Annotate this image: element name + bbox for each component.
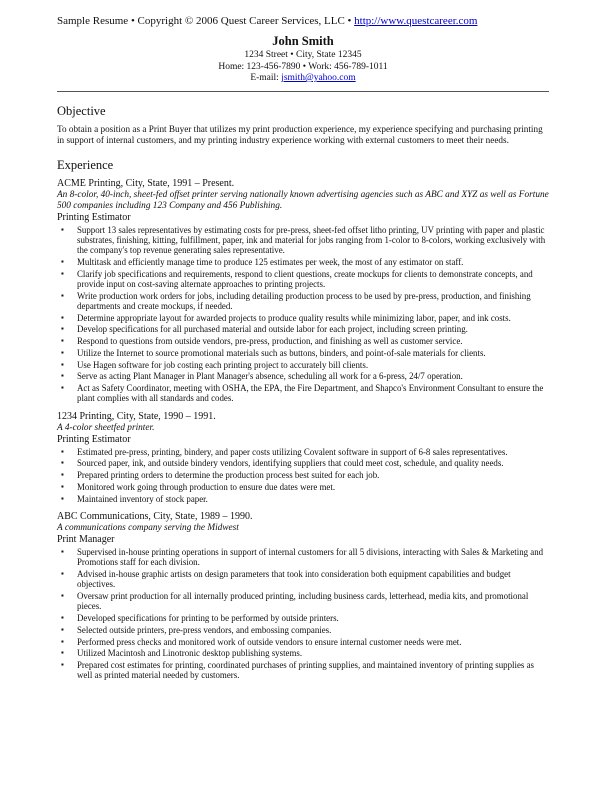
- duty-item: [57, 447, 549, 457]
- bullet-icon: ▪: [61, 446, 64, 456]
- duty-item: [57, 494, 549, 504]
- duty-text: Serve as acting Plant Manager in Plant Manager's absence, scheduling all work for a 6-press, 24/7 operation.: [77, 371, 463, 382]
- duty-item: [57, 324, 549, 334]
- bullet-icon: ▪: [61, 458, 64, 468]
- copyright-text: Copyright © 2006 Quest Career Services, LLC: [137, 15, 345, 27]
- duty-list: [57, 447, 549, 504]
- job-employer: ACME Printing, City, State, 1991 – Present.: [57, 177, 235, 189]
- duty-text: Estimated pre-press, printing, bindery, and paper costs utilizing Covalent software in support of 6-8 sales representatives.: [77, 446, 508, 457]
- bullet-icon: ▪: [61, 613, 64, 623]
- job-list: [57, 178, 549, 681]
- bullet-icon: ▪: [61, 569, 64, 579]
- bullet-icon: ▪: [61, 383, 64, 393]
- duty-item: [57, 257, 549, 267]
- job-description: A 4-color sheetfed printer.: [57, 422, 155, 433]
- duty-item: [57, 613, 549, 623]
- duty-text: Write production work orders for jobs, including detailing production process to be used by pre-press, production, and finishing departments and create mockups, if needed.: [77, 290, 531, 311]
- bullet-icon: ▪: [61, 224, 64, 234]
- duty-item: [57, 482, 549, 492]
- bullet-icon: ▪: [61, 290, 64, 300]
- duty-text: Maintained inventory of stock paper.: [77, 493, 208, 504]
- bullet-icon: ▪: [61, 268, 64, 278]
- duty-text: Oversaw print production for all internally produced printing, including business cards, letterhead, media kits, and promotional pieces.: [77, 591, 529, 612]
- job-description: An 8-color, 40-inch, sheet-fed offset printer serving nationally known advertising agencies such as ABC and XYZ as well as Fortune 500 companies including 123 Company and 456 Publishing.: [57, 189, 549, 211]
- duty-item: [57, 336, 549, 346]
- bullet-icon: ▪: [61, 470, 64, 480]
- bullet-icon: ▪: [61, 347, 64, 357]
- separator: •: [128, 15, 138, 27]
- bullet-icon: ▪: [61, 482, 64, 492]
- duty-item: [57, 360, 549, 370]
- duty-text: Utilized Macintosh and Linotronic desktop publishing systems.: [77, 648, 303, 659]
- duty-text: Respond to questions from outside vendors, pre-press, production, and finishing as well as customer service.: [77, 336, 463, 347]
- duty-text: Support 13 sales representatives by estimating costs for pre-press, sheet-fed offset litho printing, UV printing with paper and plastic substrates, finishing, kitting, fulfillment, paper, ink and material for jobs ranging from 1-color to 8-colors, working exclusively with the company's top revenue generating sales representative.: [77, 224, 546, 255]
- duty-item: [57, 648, 549, 658]
- duty-item: [57, 269, 549, 289]
- duty-list: [57, 547, 549, 681]
- duty-text: Determine appropriate layout for awarded projects to produce quality results while minimizing labor, paper, and ink costs.: [77, 312, 511, 323]
- header-divider: [57, 91, 549, 92]
- duty-item: [57, 458, 549, 468]
- duty-text: Selected outside printers, pre-press vendors, and embossing companies.: [77, 624, 332, 635]
- resume-page: [57, 14, 549, 682]
- phone-numbers: Home: 123-456-7890 • Work: 456-789-1011: [218, 61, 388, 72]
- bullet-icon: ▪: [61, 591, 64, 601]
- job-employer: ABC Communications, City, State, 1989 – 1990.: [57, 511, 253, 523]
- duty-text: Utilize the Internet to source promotional materials such as buttons, binders, and point-of-sale materials for clients.: [77, 347, 486, 358]
- duty-item: [57, 291, 549, 311]
- job-entry: [57, 178, 549, 404]
- duty-item: [57, 313, 549, 323]
- header-line: [57, 14, 549, 28]
- duty-text: Multitask and efficiently manage time to produce 125 estimates per week, the most of any estimator on staff.: [77, 256, 464, 267]
- sample-label: Sample Resume: [57, 15, 129, 27]
- bullet-icon: ▪: [61, 256, 64, 266]
- duty-item: [57, 569, 549, 589]
- job-title: Print Manager: [57, 534, 115, 546]
- bullet-icon: ▪: [61, 624, 64, 634]
- duty-text: Supervised in-house printing operations in support of internal customers for all 5 divisions, interacting with Sales & Marketing and Promotions staff for each division.: [77, 547, 544, 568]
- bullet-icon: ▪: [61, 371, 64, 381]
- job-title: Printing Estimator: [57, 433, 131, 445]
- email-line: [57, 73, 549, 85]
- duty-item: [57, 348, 549, 358]
- duty-text: Prepared printing orders to determine the production process best suited for each job.: [77, 470, 380, 481]
- bullet-icon: ▪: [61, 324, 64, 334]
- email-label: E-mail:: [250, 73, 282, 83]
- job-description: A communications company serving the Midwest: [57, 523, 239, 534]
- duty-item: [57, 470, 549, 480]
- duty-item: [57, 625, 549, 635]
- duty-text: Prepared cost estimates for printing, coordinated purchases of printing supplies, and maintained inventory of printing supplies as well as printed material needed by customers.: [77, 660, 534, 681]
- candidate-name: John Smith: [272, 34, 334, 48]
- duty-text: Performed press checks and monitored work of outside vendors to ensure internal customer needs were met.: [77, 636, 462, 647]
- duty-item: [57, 225, 549, 256]
- duty-text: Act as Safety Coordinator, meeting with OSHA, the EPA, the Fire Department, and Shapco's Environment Consultant to ensure the plant complies with all standards and codes.: [77, 383, 544, 404]
- duty-item: [57, 383, 549, 403]
- duty-text: Sourced paper, ink, and outside bindery vendors, identifying suppliers that could meet cost, schedule, and quality needs.: [77, 458, 504, 469]
- duty-list: [57, 225, 549, 404]
- job-employer: 1234 Printing, City, State, 1990 – 1991.: [57, 410, 216, 422]
- job-entry: [57, 511, 549, 681]
- duty-text: Monitored work going through production to ensure due dates were met.: [77, 482, 336, 493]
- bullet-icon: ▪: [61, 336, 64, 346]
- contact-block: [57, 34, 549, 85]
- bullet-icon: ▪: [61, 359, 64, 369]
- duty-text: Developed specifications for printing to be performed by outside printers.: [77, 613, 339, 624]
- duty-item: [57, 547, 549, 567]
- job-entry: [57, 411, 549, 504]
- duty-text: Clarify job specifications and requirements, respond to client questions, create mockups for clients to demonstrate concepts, and provide input on cost-saving alternate approaches to printing projects.: [77, 268, 533, 289]
- objective-heading: Objective: [57, 103, 106, 118]
- bullet-icon: ▪: [61, 648, 64, 658]
- duty-item: [57, 637, 549, 647]
- email-link[interactable]: jsmith@yahoo.com: [281, 73, 356, 83]
- duty-item: [57, 371, 549, 381]
- duty-text: Develop specifications for all purchased material and outside labor for each project, including screen printing.: [77, 324, 468, 335]
- bullet-icon: ▪: [61, 547, 64, 557]
- separator: •: [344, 15, 355, 27]
- duty-item: [57, 660, 549, 680]
- bullet-icon: ▪: [61, 493, 64, 503]
- objective-text: To obtain a position as a Print Buyer that utilizes my print production experience, my experience specifying and purchasing printing in support of internal customers, and my printing industry experience working with external customers to meet their needs.: [57, 123, 543, 145]
- bullet-icon: ▪: [61, 636, 64, 646]
- address: 1234 Street • City, State 12345: [244, 50, 362, 60]
- bullet-icon: ▪: [61, 312, 64, 322]
- website-link[interactable]: http://www.questcareer.com: [354, 15, 478, 27]
- duty-text: Use Hagen software for job costing each printing project to accurately bill clients.: [77, 359, 369, 370]
- experience-heading: Experience: [57, 157, 114, 172]
- duty-item: [57, 591, 549, 611]
- duty-text: Advised in-house graphic artists on design parameters that took into consideration both equipment capabilities and budget objectives.: [77, 569, 511, 590]
- job-title: Printing Estimator: [57, 211, 131, 223]
- bullet-icon: ▪: [61, 660, 64, 670]
